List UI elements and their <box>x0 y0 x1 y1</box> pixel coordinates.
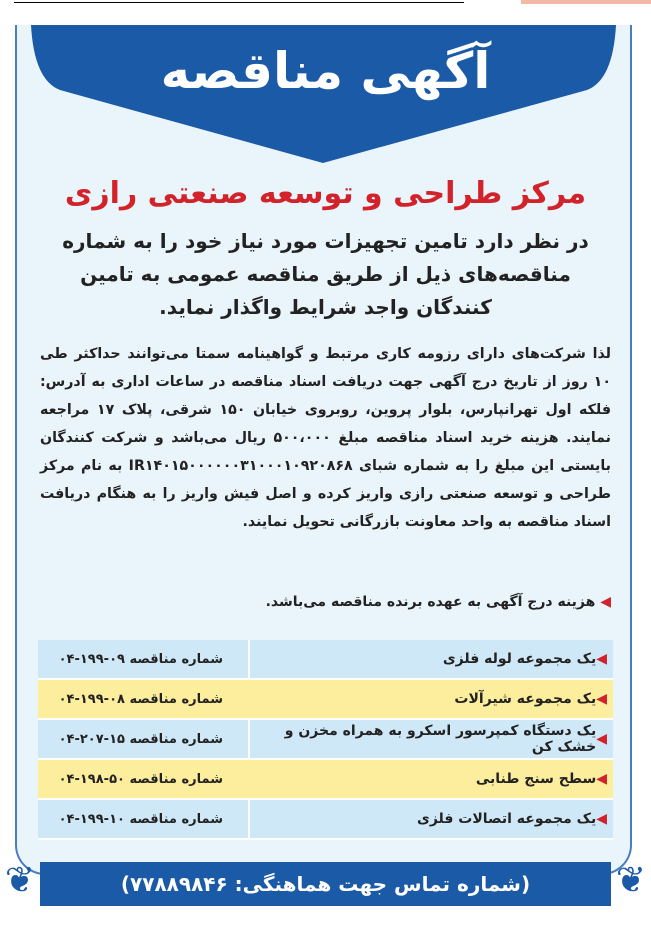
ornament-left-icon: ❦ <box>4 860 36 901</box>
intro-text: در نظر دارد تامین تجهیزات مورد نیاز خود را به شماره مناقصه‌های ذیل از طریق مناقصه عمومی به تامین کنندگان واجد شرایط واگذار نماید. <box>62 229 589 319</box>
arrow-icon: ◀ <box>600 594 611 610</box>
tender-item-label: یک دستگاه کمپرسور اسکرو به همراه مخزن و خشک کن <box>284 723 597 755</box>
tender-item <box>248 800 613 838</box>
company-name: مرکز طراحی و توسعه صنعتی رازی <box>64 176 587 211</box>
tender-number: شماره مناقصه ۵۰-۱۹۸-۰۴ <box>58 771 223 787</box>
tender-item-label: یک مجموعه شیرآلات <box>454 691 597 707</box>
table-row <box>38 680 613 720</box>
notice-title: آگهی مناقصه <box>160 42 491 100</box>
tender-number: شماره مناقصه ۰۸-۱۹۹-۰۴ <box>58 691 223 707</box>
tender-number: شماره مناقصه ۱۰-۱۹۹-۰۴ <box>58 811 223 827</box>
arrow-icon: ◀ <box>596 651 607 667</box>
tender-item <box>248 640 613 678</box>
top-rule <box>14 2 464 3</box>
arrow-icon: ◀ <box>596 771 607 787</box>
ornament-right-icon: ❦ <box>615 860 647 901</box>
fee-note <box>266 594 611 610</box>
note-text: هزینه درج آگهی به عهده برنده مناقصه می‌باشد. <box>265 594 596 610</box>
tender-item <box>248 720 613 758</box>
tender-item-label: سطح سنج طنابی <box>475 771 597 787</box>
contact-phone: (شماره تماس جهت هماهنگی: ۷۷۸۸۹۸۴۶) <box>40 862 611 906</box>
tender-number: شماره مناقصه ۱۵-۲۰۷-۰۴ <box>58 731 223 747</box>
arrow-icon: ◀ <box>596 731 607 747</box>
tender-item <box>248 680 613 718</box>
arrow-icon: ◀ <box>596 811 607 827</box>
top-accent <box>521 0 651 4</box>
tender-table <box>38 640 613 840</box>
tender-item <box>248 760 613 798</box>
tender-item-label: یک مجموعه لوله فلزی <box>442 651 597 667</box>
tender-number: شماره مناقصه ۰۹-۱۹۹-۰۴ <box>58 651 223 667</box>
body-paragraph: لذا شرکت‌های دارای رزومه کاری مرتبط و گواهینامه سمتا می‌توانند حداکثر طی ۱۰ روز از تاریخ درج آگهی جهت دریافت اسناد مناقصه در ساعات اداری به آدرس: فلکه اول تهرانپارس، بلوار پروین، روبروی خیابان ۱۵۰ شرقی، پلاک ۱۷ مراجعه نمایند. هزینه خرید اسناد مناقصه مبلغ ۵۰۰،۰۰۰ ریال می‌باشد و شرکت کنندگان بایستی این مبلغ را به شماره شبای IR۱۴۰۱۵۰۰۰۰۰۰۳۱۰۰۰۱۰۹۲۰۸۶۸ به نام مرکز طراحی و توسعه صنعتی رازی واریز کرده و اصل فیش واریز را به هنگام دریافت اسناد مناقصه به واحد معاونت بازرگانی تحویل نمایند. <box>40 346 611 530</box>
table-row <box>38 720 613 760</box>
table-row <box>38 640 613 680</box>
tender-item-label: یک مجموعه اتصالات فلزی <box>417 811 597 827</box>
table-row <box>38 760 613 800</box>
arrow-icon: ◀ <box>596 691 607 707</box>
table-row <box>38 800 613 840</box>
